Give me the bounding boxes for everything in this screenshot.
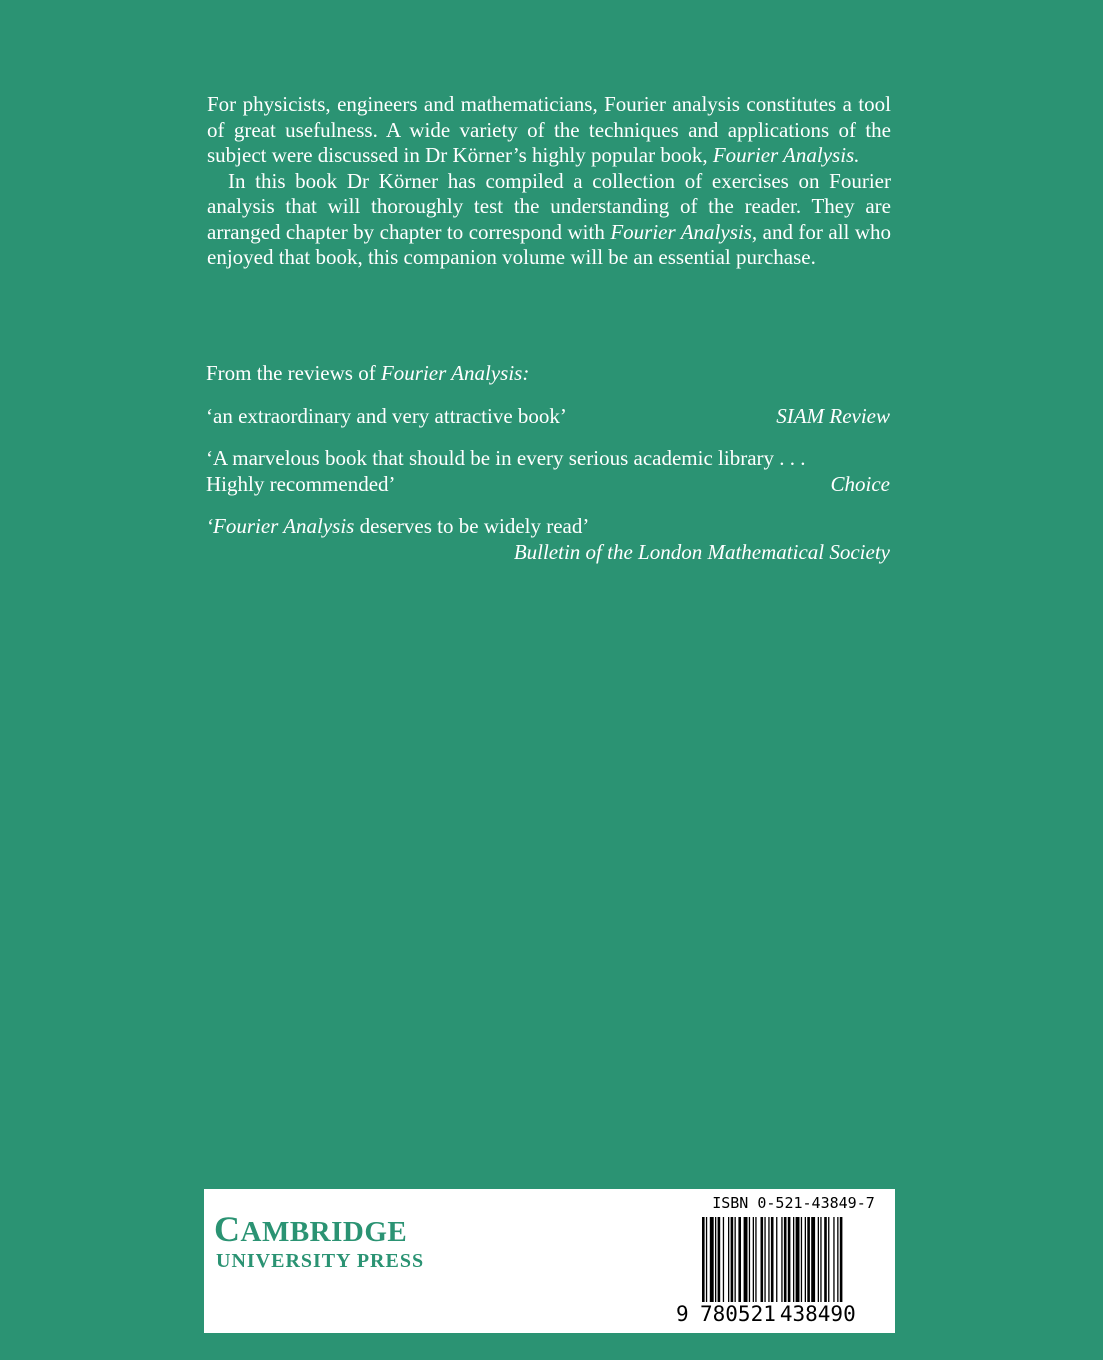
blurb-p2-text-b: and for all who enjoyed that book, this companion volume will be an essential purchase. [207, 219, 892, 269]
logo-subtitle: UNIVERSITY PRESS [216, 1250, 425, 1272]
blurb-paragraph-1 [207, 92, 891, 169]
blurb-p1-text: For physicists, engineers and mathematicians, Fourier analysis constitutes a tool of great usefulness. A wide variety of the techniques and applications of the subject were discussed in Dr Körner’s highly popular book, [207, 92, 891, 167]
blurb-p2-text-a: In this book Dr Körner has compiled a collection of exercises on Fourier analysis that will thoroughly test the understanding of the reader. They are arranged chapter by chapter to correspond with [207, 168, 891, 244]
barcode-bar [764, 1217, 765, 1305]
barcode-bar [788, 1217, 791, 1305]
barcode-bar [755, 1217, 756, 1305]
barcode-bar [715, 1217, 716, 1305]
barcode-bar [761, 1217, 764, 1305]
review-source: SIAM Review [776, 403, 890, 428]
barcode-bar [738, 1217, 741, 1305]
barcode-bar [796, 1217, 800, 1305]
barcode-digits-group1: 780521 [700, 1302, 776, 1326]
reviews-intro-text: From the reviews of [206, 361, 381, 385]
barcode-bar [828, 1217, 829, 1305]
barcode-bar [723, 1217, 724, 1305]
reviews-intro [206, 361, 890, 387]
barcode-bar [801, 1217, 802, 1305]
book-title-italic: ‘Fourier Analysis [206, 514, 355, 538]
barcode-bar [793, 1217, 794, 1305]
logo-initial: C [214, 1209, 241, 1249]
barcode-bar [731, 1217, 734, 1305]
barcode-bar [805, 1217, 806, 1305]
book-title-italic: Fourier Analysis. [712, 143, 860, 167]
barcode-bar [833, 1217, 834, 1305]
barcode-bar [818, 1217, 819, 1305]
barcode-bar [807, 1217, 810, 1305]
barcode-bar [744, 1217, 748, 1305]
barcode-bar [728, 1217, 729, 1305]
reviews-section [206, 361, 890, 582]
review-quote: ‘an extraordinary and very attractive book’ [206, 403, 567, 428]
book-title-italic: Fourier Analysis, [610, 219, 758, 244]
logo-name: AMBRIDGE [240, 1216, 408, 1248]
review-choice [206, 446, 890, 497]
review-quote-line1: ‘A marvelous book that should be in every serious academic library . . . [206, 446, 806, 470]
barcode-bar [768, 1217, 769, 1305]
review-quote-line2: Highly recommended’ [206, 471, 396, 496]
review-lms [206, 514, 890, 565]
barcode-bar [749, 1217, 750, 1305]
blurb-text [207, 92, 891, 271]
review-quote: deserves to be widely read’ [354, 514, 590, 538]
barcode-bar [753, 1217, 754, 1305]
barcode-digit-first: 9 [676, 1302, 689, 1326]
barcode-bar [824, 1217, 827, 1305]
cambridge-logo [214, 1211, 424, 1272]
barcode-bar [837, 1217, 838, 1305]
isbn-label: ISBN 0-521-43849-7 [712, 1194, 875, 1212]
barcode-bar [718, 1217, 721, 1305]
blurb-paragraph-2 [207, 169, 891, 271]
barcode-digits-group2: 438490 [779, 1302, 856, 1326]
barcode-digits [676, 1302, 858, 1326]
barcode-bar [781, 1217, 782, 1305]
barcode-bar [710, 1217, 714, 1305]
book-title-italic: Fourier Analysis: [380, 361, 530, 385]
review-source: Choice [830, 471, 890, 496]
barcode-bar [735, 1217, 736, 1305]
barcode-bar [784, 1217, 787, 1305]
review-siam [206, 404, 890, 430]
review-source: Bulletin of the London Mathematical Society [513, 539, 890, 564]
barcode-bar [811, 1217, 815, 1305]
barcode-bar [820, 1217, 821, 1305]
publisher-isbn-panel [204, 1189, 895, 1333]
